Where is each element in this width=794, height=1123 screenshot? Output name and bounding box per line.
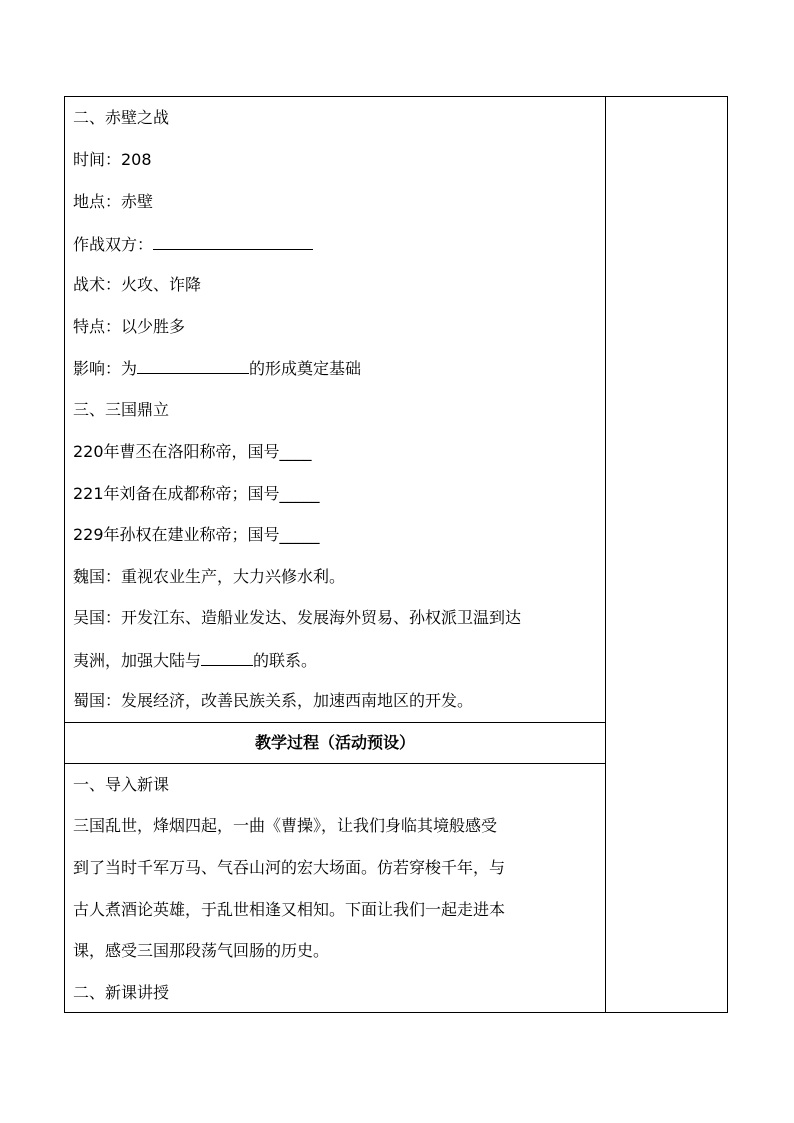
wu-founding: 229年孙权在建业称帝；国号_____ — [73, 525, 320, 544]
section2-title: 二、赤壁之战 — [73, 108, 170, 127]
row-divider-1 — [65, 722, 605, 723]
impact-prefix: 影响：为 — [73, 359, 138, 378]
battle-tactics: 战术：火攻、诈降 — [73, 275, 202, 294]
new-lesson-title: 二、新课讲授 — [73, 983, 170, 1002]
process-heading: 教学过程（活动预设） — [254, 733, 415, 752]
wu-blank — [201, 649, 253, 666]
impact-suffix: 的形成奠定基础 — [249, 359, 362, 378]
intro-line: 课，感受三国那段荡气回肠的历史。 — [73, 941, 330, 960]
wu-policy-line2 — [73, 649, 603, 671]
wu-line2-suffix: 的联系。 — [253, 651, 318, 670]
row-divider-2 — [65, 763, 605, 764]
section3-title: 三、三国鼎立 — [73, 400, 170, 419]
intro-line: 到了当时千军万马、气吞山河的宏大场面。仿若穿梭千年，与 — [73, 858, 506, 877]
column-divider — [605, 97, 606, 1012]
sides-blank — [153, 233, 313, 250]
intro-line: 古人煮酒论英雄，于乱世相逢又相知。下面让我们一起走进本 — [73, 900, 506, 919]
battle-feature: 特点：以少胜多 — [73, 317, 186, 336]
wu-policy-line1: 吴国：开发江东、造船业发达、发展海外贸易、孙权派卫温到达 — [73, 608, 522, 627]
shu-policy: 蜀国：发展经济，改善民族关系，加速西南地区的开发。 — [73, 691, 474, 710]
lesson-table — [64, 96, 728, 1013]
battle-place: 地点：赤壁 — [73, 192, 154, 211]
intro-title: 一、导入新课 — [73, 775, 170, 794]
wei-founding: 220年曹丕在洛阳称帝，国号____ — [73, 442, 312, 461]
wei-policy: 魏国：重视农业生产，大力兴修水利。 — [73, 567, 346, 586]
intro-line: 三国乱世，烽烟四起，一曲《曹操》，让我们身临其境般感受 — [73, 816, 498, 835]
impact-blank — [137, 357, 249, 374]
battle-time: 时间：208 — [73, 150, 152, 169]
shu-founding: 221年刘备在成都称帝；国号_____ — [73, 484, 320, 503]
wu-line2-prefix: 夷洲，加强大陆与 — [73, 651, 202, 670]
battle-sides — [73, 233, 603, 255]
battle-impact — [73, 357, 603, 379]
battle-sides-label: 作战双方： — [73, 235, 154, 254]
